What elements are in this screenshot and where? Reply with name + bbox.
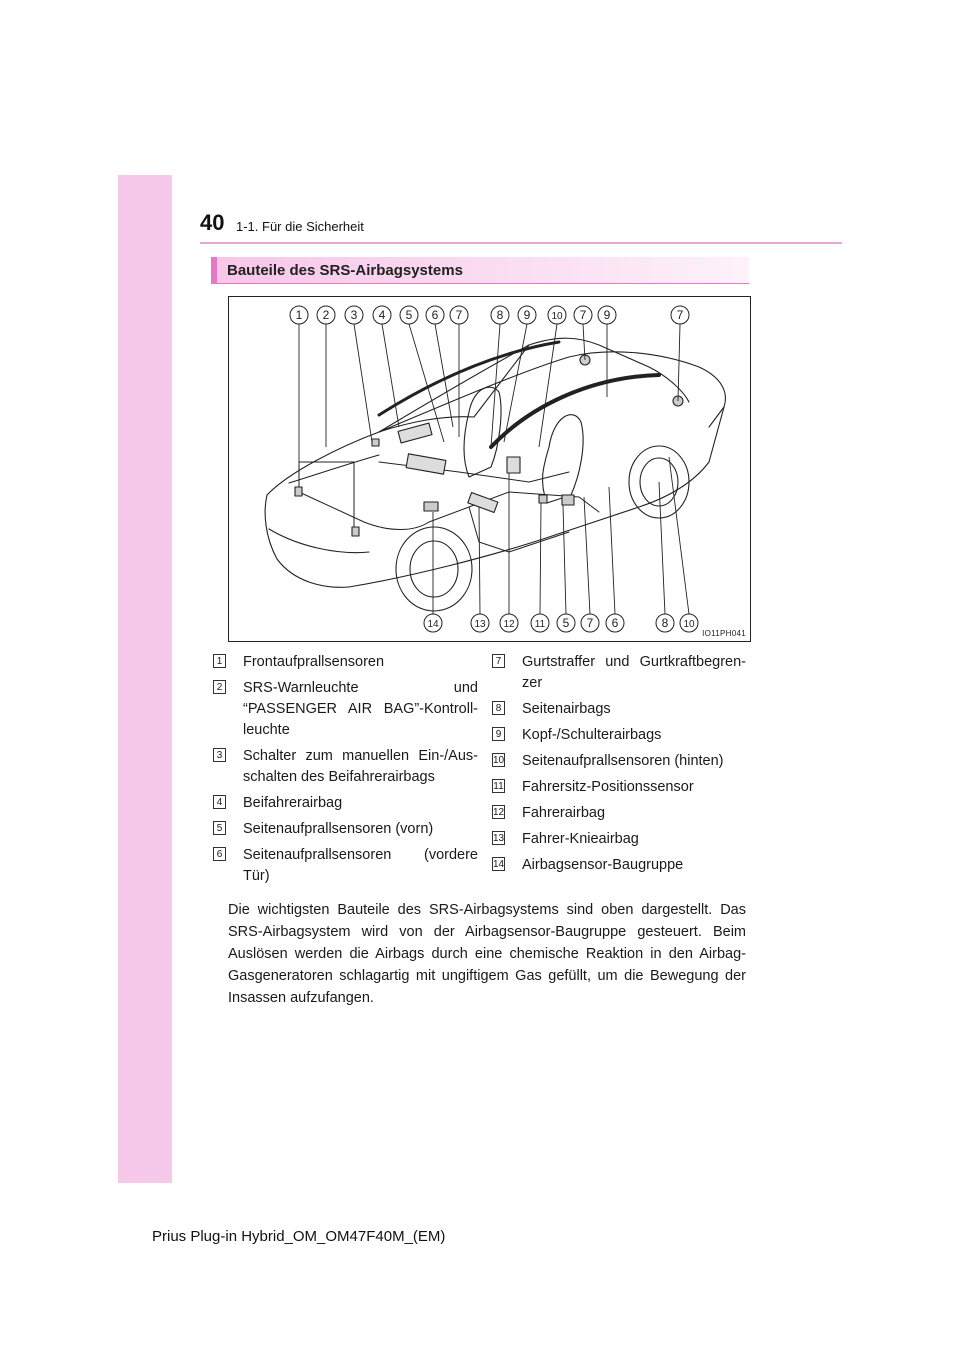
header-rule bbox=[200, 242, 842, 244]
side-sensor bbox=[539, 495, 547, 503]
callout-number: 7 bbox=[586, 616, 594, 630]
side-sensor-front bbox=[562, 495, 574, 505]
driver-seat bbox=[543, 415, 584, 503]
driver-airbag bbox=[406, 454, 446, 474]
legend-text: Schalter zum manuellen Ein-/Aus-schalten des Beifahrerairbags bbox=[243, 748, 478, 785]
airbag-diagram bbox=[228, 296, 751, 642]
callout-leader-line bbox=[584, 497, 590, 614]
legend-number-badge: 3 bbox=[213, 748, 226, 762]
callout-number: 10 bbox=[551, 311, 563, 322]
legend-number-badge: 13 bbox=[493, 833, 505, 844]
figure-code: IO11PH041 bbox=[702, 629, 746, 638]
legend-number-badge: 14 bbox=[493, 859, 505, 870]
callout-number: 6 bbox=[611, 616, 619, 630]
legend-number-badge: 10 bbox=[493, 755, 505, 766]
legend-text: Seitenairbags bbox=[522, 701, 611, 717]
legend-number-badge: 11 bbox=[493, 781, 504, 792]
wiring-harness bbox=[299, 462, 599, 552]
callout-number: 9 bbox=[523, 308, 531, 322]
airbag-sensor-assembly bbox=[424, 502, 438, 511]
legend-text: Fahrer-Knieairbag bbox=[522, 831, 639, 847]
seat-airbag bbox=[507, 457, 520, 473]
legend-number-badge: 7 bbox=[492, 654, 505, 668]
legend-number-badge: 2 bbox=[213, 680, 226, 694]
callout-leader-line bbox=[540, 503, 541, 614]
legend-text: Frontaufprallsensoren bbox=[243, 654, 385, 670]
legend-number-badge: 1 bbox=[213, 654, 226, 668]
car-roof-line bbox=[379, 338, 689, 432]
callout-number: 3 bbox=[350, 308, 358, 322]
section-underline bbox=[211, 283, 749, 284]
side-tab-band bbox=[118, 175, 172, 1183]
callout-number: 7 bbox=[676, 308, 684, 322]
callout-leader-line bbox=[609, 487, 615, 614]
callout-number: 11 bbox=[534, 619, 546, 630]
legend-text: Kopf-/Schulterairbags bbox=[522, 727, 662, 743]
callout-leader-line bbox=[479, 507, 480, 614]
legend-text: Seitenaufprallsensoren (vordere Tür) bbox=[243, 847, 478, 884]
callout-number: 14 bbox=[427, 619, 439, 630]
callout-number: 13 bbox=[474, 619, 486, 630]
legend-number-badge: 5 bbox=[213, 821, 226, 835]
legend-text: Gurtstraffer und Gurtkraftbegren-zer bbox=[522, 654, 746, 691]
front-sensor-left bbox=[295, 487, 302, 496]
callout-leader-line bbox=[563, 505, 566, 614]
legend-number-badge: 8 bbox=[492, 701, 505, 715]
legend-text: Fahrersitz-Positionssensor bbox=[522, 779, 694, 795]
legend-number-badge: 12 bbox=[493, 807, 505, 818]
callout-number: 2 bbox=[322, 308, 330, 322]
legend-text: Seitenaufprallsensoren (vorn) bbox=[243, 821, 434, 837]
switch bbox=[372, 439, 379, 446]
page-number: 40 bbox=[200, 210, 225, 235]
hood-line bbox=[289, 455, 379, 483]
driver-knee-airbag bbox=[468, 493, 498, 513]
callout-number: 8 bbox=[496, 308, 504, 322]
callout-leader-line bbox=[659, 482, 665, 614]
legend-text: Beifahrerairbag bbox=[243, 795, 343, 811]
chapter-title: 1-1. Für die Sicherheit bbox=[236, 219, 364, 234]
curtain-airbag-right bbox=[491, 375, 659, 447]
section-heading bbox=[211, 257, 749, 283]
callout-number: 5 bbox=[405, 308, 413, 322]
section-title: Bauteile des SRS-Airbagsystems bbox=[227, 262, 463, 279]
legend-text: Airbagsensor-Baugruppe bbox=[522, 857, 684, 873]
callout-number: 5 bbox=[562, 616, 570, 630]
passenger-seat bbox=[464, 387, 501, 477]
legend-number-badge: 6 bbox=[213, 847, 226, 861]
legend-text: SRS-Warnleuchte und “PASSENGER AIR BAG”-Kontroll-leuchte bbox=[243, 680, 478, 738]
callout-leader-line bbox=[354, 324, 372, 442]
passenger-airbag bbox=[398, 423, 432, 443]
legend-number-badge: 4 bbox=[213, 795, 226, 809]
callout-number: 4 bbox=[378, 308, 386, 322]
legend-number-badge: 9 bbox=[492, 727, 505, 741]
callout-number: 1 bbox=[295, 308, 303, 322]
callout-number: 7 bbox=[455, 308, 463, 322]
body-paragraph: Die wichtigsten Bauteile des SRS-Airbagsystems sind oben dargestellt. Das SRS-Airbagsystem wird von der Airbagsensor-Baugruppe gesteuert. Beim Auslösen werden die Airbags durch eine chemische Reaktion in den Airbag-Gasgeneratoren schlagartig mit ungiftigem Gas gefüllt, um die Bewegung der Insassen aufzufangen. bbox=[228, 902, 746, 1006]
callout-number: 8 bbox=[661, 616, 669, 630]
callout-number: 12 bbox=[503, 619, 515, 630]
front-sensor-right bbox=[352, 527, 359, 536]
legend-text: Fahrerairbag bbox=[522, 805, 606, 821]
callout-number: 6 bbox=[431, 308, 439, 322]
car-illustration bbox=[229, 297, 750, 641]
callout-number: 7 bbox=[579, 308, 587, 322]
callout-number: 9 bbox=[603, 308, 611, 322]
callout-leader-line bbox=[669, 457, 689, 614]
callout-number: 10 bbox=[683, 619, 695, 630]
footer-model: Prius Plug-in Hybrid_OM_OM47F40M_(EM) bbox=[152, 1228, 446, 1245]
legend-text: Seitenaufprallsensoren (hinten) bbox=[522, 753, 724, 769]
